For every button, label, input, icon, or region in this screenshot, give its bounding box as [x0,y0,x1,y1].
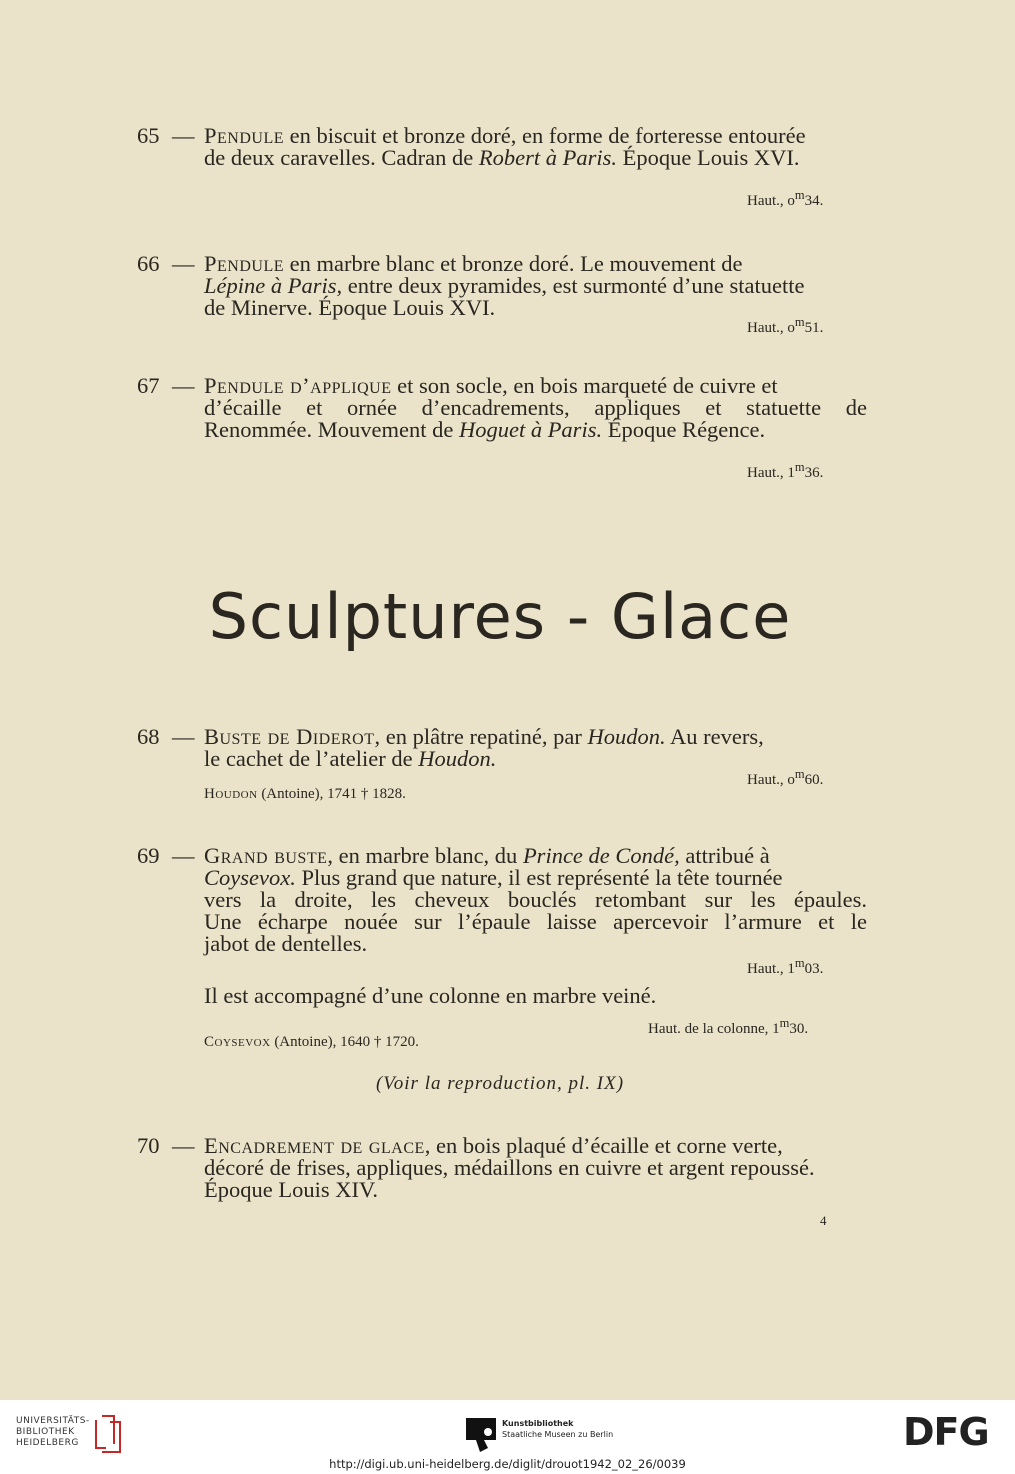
entry-text: vers la droite, les cheveux bouclés retombant sur les épaules. [204,887,867,912]
kunstbibliothek-logo-icon [466,1418,496,1456]
entry-text: de deux caravelles. Cadran de [204,145,479,170]
entry-text: , en plâtre repatiné, par [374,724,588,749]
entry-text: Époque Louis XIV. [204,1177,378,1202]
maker-name: Houdon. [418,746,497,771]
maker-name: Houdon. [587,724,666,749]
entry-dash: — [172,123,195,148]
entry-title: Pendule [204,123,284,148]
entry-dash: — [172,724,195,749]
entry-dash: — [172,251,195,276]
entry-text: attribué à [679,843,770,868]
catalog-entry-69 [137,845,867,955]
subject-name: Prince de Condé, [522,843,680,868]
entry-dash: — [172,1133,195,1158]
source-url[interactable]: http://digi.ub.uni-heidelberg.de/diglit/drouot1942_02_26/0039 [329,1457,686,1471]
artist-attribution: Coysevox (Antoine), 1640 † 1720. [204,1034,419,1050]
height-measure: Haut., 1$^m$36. [747,460,824,481]
entry-text: jabot de dentelles. [204,931,368,956]
entry-number: 67 [137,373,160,398]
height-measure: Haut., $o^m60$. [747,767,824,788]
entry-title: Encadrement de glace [204,1133,425,1158]
entry-title: Grand buste [204,843,328,868]
kunstbibliothek-label: Kunstbibliothek Staatliche Museen zu Berlin [502,1419,614,1439]
entry-text: en biscuit et bronze doré, en forme de forteresse entourée [284,123,806,148]
height-measure: Haut., $o^m51$. [747,315,824,336]
entry-dash: — [172,373,195,398]
entry-title: Pendule d’applique [204,373,392,398]
entry-text: Une écharpe nouée sur l’épaule laisse apercevoir l’armure et le [204,909,867,934]
entry-text: d’écaille et ornée d’encadrements, appliques et statuette de [204,395,867,420]
entry-title: Pendule [204,251,284,276]
catalog-entry-66 [137,253,867,319]
column-height-measure: Haut. de la colonne, 1$^m$30. [648,1016,809,1037]
entry-text: entre deux pyramides, est surmonté d’une statuette [342,273,805,298]
entry-text: Renommée. Mouvement de [204,417,459,442]
entry-title: Buste de Diderot [204,724,375,749]
entry-text: Époque Louis XVI. [617,145,800,170]
artist-attribution: Houdon (Antoine), 1741 † 1828. [204,786,406,802]
entry-text: en marbre blanc et bronze doré. Le mouvement de [284,251,743,276]
entry-text: décoré de frises, appliques, médaillons en cuivre et argent repoussé. [204,1155,815,1180]
ub-heidelberg-label: UNIVERSITÄTS- BIBLIOTHEK HEIDELBERG [16,1416,90,1448]
entry-number: 66 [137,251,160,276]
catalog-entry-67 [137,375,867,441]
maker-name: Coysevox. [204,865,296,890]
height-measure: Haut., $o^m34$. [747,188,824,209]
maker-name: Robert à Paris. [478,145,617,170]
entry-text: et son socle, en bois marqueté de cuivre et [391,373,778,398]
page-number: 4 [820,1213,827,1228]
entry-number: 65 [137,123,160,148]
entry-extra: Il est accompagné d’une colonne en marbre veiné. [204,983,657,1008]
entry-dash: — [172,843,195,868]
entry-text: Au revers, [665,724,764,749]
entry-text: Plus grand que nature, il est représenté la tête tournée [295,865,783,890]
height-measure: Haut., 1$^m$03. [747,956,824,977]
entry-text: de Minerve. Époque Louis XVI. [204,295,496,320]
section-heading: Sculptures - Glace [208,580,792,653]
maker-name: Lépine à Paris, [204,273,343,298]
entry-text: , en marbre blanc, du [327,843,523,868]
entry-text: , en bois plaqué d’écaille et corne verte, [424,1133,783,1158]
entry-number: 68 [137,724,160,749]
dfg-logo: DFG [903,1410,989,1454]
reproduction-note: (Voir la reproduction, pl. IX) [375,1073,625,1094]
entry-number: 69 [137,843,160,868]
maker-name: Hoguet à Paris. [458,417,603,442]
catalog-entry-70 [137,1135,867,1201]
entry-number: 70 [137,1133,160,1158]
catalog-entry-68 [137,726,867,770]
ub-heidelberg-logo-icon [92,1414,124,1458]
footer-bar [0,1400,1015,1474]
entry-text: Époque Régence. [602,417,766,442]
catalog-entry-65 [137,125,867,169]
entry-text: le cachet de l’atelier de [204,746,419,771]
